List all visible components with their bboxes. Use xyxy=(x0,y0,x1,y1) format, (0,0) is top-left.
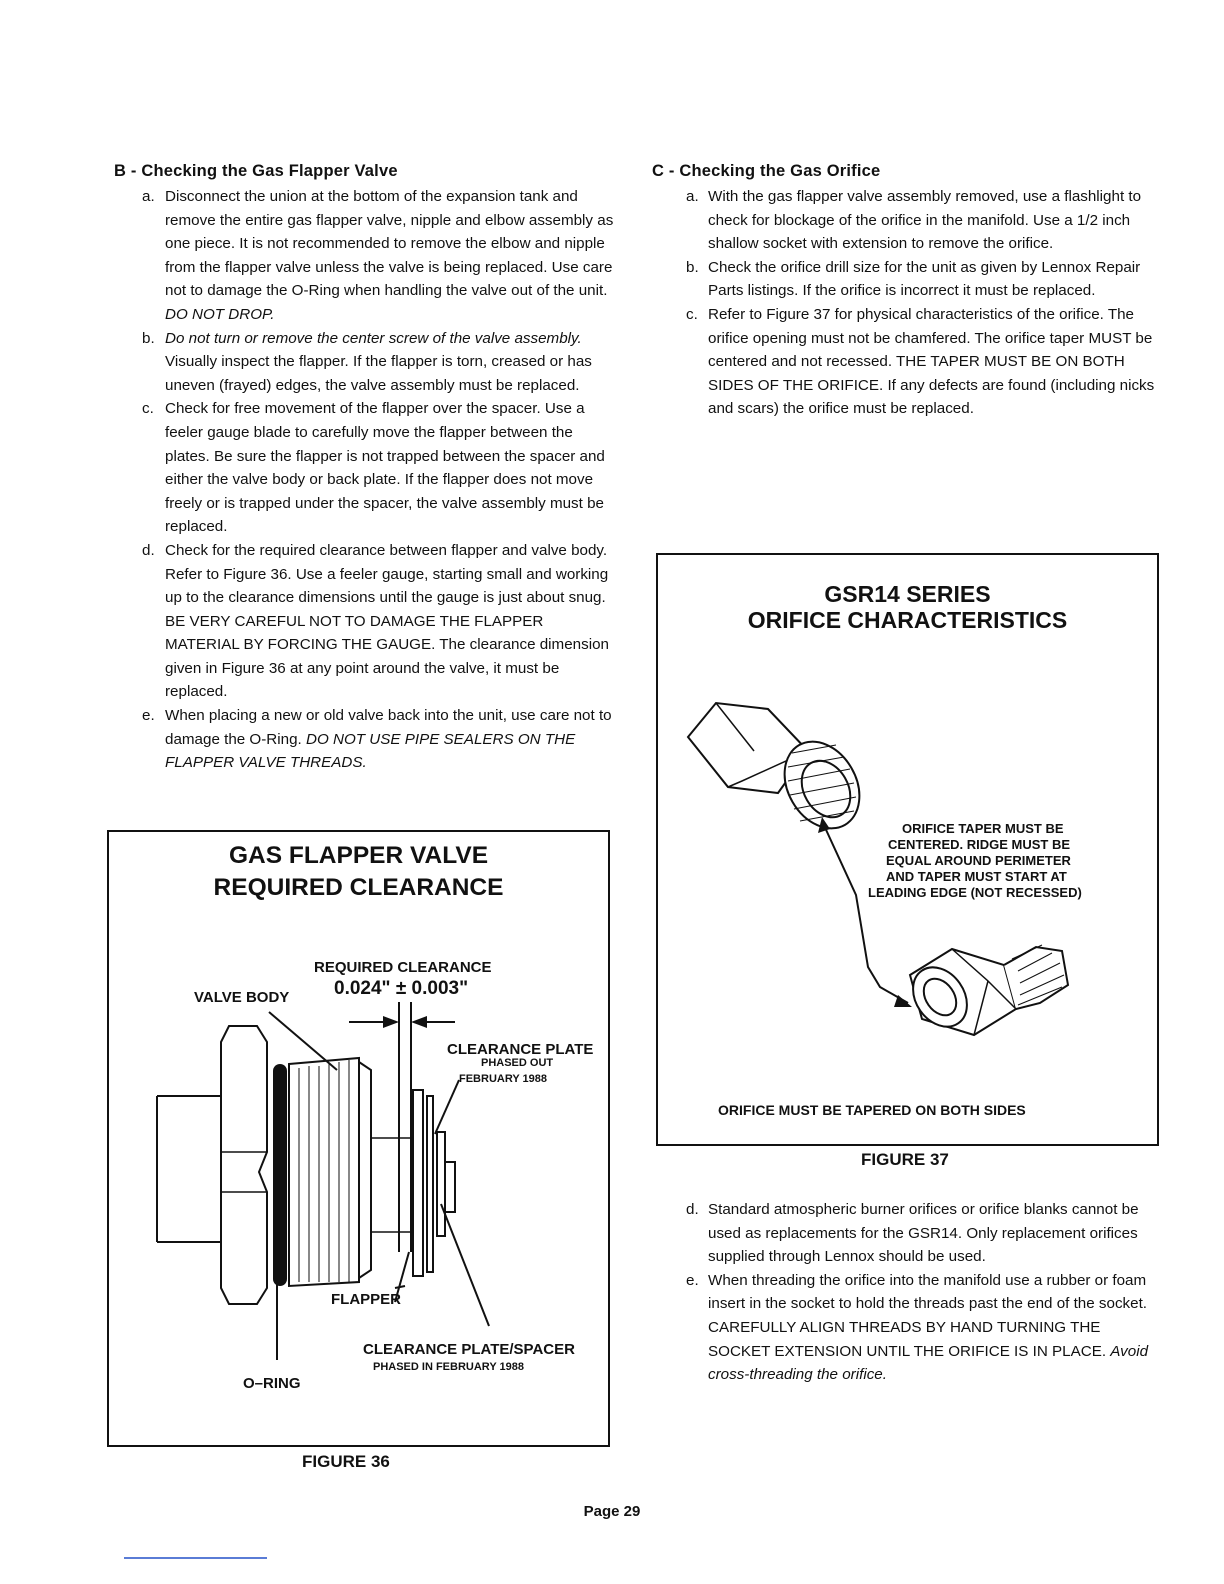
item-emphasis: DO NOT DROP. xyxy=(165,305,275,323)
item-text: Check the orifice drill size for the unit as given by Lennox Repair Parts listings. If the orifice is incorrect it must be replaced. xyxy=(708,258,1141,300)
item-label: b. xyxy=(686,258,699,276)
february-1988-label: FEBRUARY 1988 xyxy=(459,1073,548,1085)
section-c-continued xyxy=(652,1198,1158,1387)
item-text: Visually inspect the flapper. If the flapper is torn, creased or has uneven (frayed) edges, the valve assembly must be replaced. xyxy=(165,353,592,394)
list-item xyxy=(652,185,1158,256)
list-item xyxy=(652,256,1158,303)
item-text: With the gas flapper valve assembly removed, use a flashlight to check for blockage of the orifice in the manifold. Use a 1/2 inch shallow socket with extension to remove the orifice. xyxy=(708,188,1142,253)
item-text: Check for the required clearance between flapper and valve body. Refer to Figure 36. Use a feeler gauge, starting small and working up to the clearance dimensions until the gauge is just about snug. BE VERY CAREFUL NOT TO DAMAGE THE FLAPPER MATERIAL BY FORCING THE GAUGE. The clearance dimension given in Figure 36 at any point around the valve, it must be replaced. xyxy=(165,541,609,701)
list-item xyxy=(114,704,614,775)
item-label: e. xyxy=(686,1271,699,1289)
list-item xyxy=(652,303,1158,421)
list-item xyxy=(652,1269,1158,1387)
bottom-note: ORIFICE MUST BE TAPERED ON BOTH SIDES xyxy=(718,1102,1026,1118)
figure-36-title-line2: REQUIRED CLEARANCE xyxy=(213,874,504,901)
item-text: Disconnect the union at the bottom of the expansion tank and remove the entire gas flapper valve, nipple and elbow assembly as one piece. It is not recommended to remove the elbow and nipple from the flapper valve unless the valve is being replaced. Use care not to damage the O-Ring when handling the valve out of the unit. xyxy=(165,188,614,300)
note-line-3: EQUAL AROUND PERIMETER xyxy=(886,853,1071,868)
orifice-diagram xyxy=(658,555,1157,1144)
valve-diagram xyxy=(109,832,608,1445)
section-c xyxy=(652,162,1158,421)
item-label: a. xyxy=(686,188,699,205)
item-text: When placing a new or old valve back into the unit, use care not to damage the O-Ring. xyxy=(165,707,612,748)
footer-rule xyxy=(124,1557,267,1559)
phased-in-label: PHASED IN FEBRUARY 1988 xyxy=(373,1361,524,1373)
section-b-title: B - Checking the Gas Flapper Valve xyxy=(114,162,398,180)
list-item xyxy=(114,539,614,704)
item-text: Check for free movement of the flapper over the spacer. Use a feeler gauge blade to carefully move the flapper between the plates. Be sure the flapper is not trapped between the spacer and either the valve body or back plate. If the flapper does not move freely or is trapped under the spacer, the valve assembly must be replaced. xyxy=(165,400,605,536)
list-item xyxy=(114,185,614,327)
required-clearance-label: REQUIRED CLEARANCE xyxy=(314,959,492,976)
item-label: c. xyxy=(686,305,698,323)
clearance-plate-label: CLEARANCE PLATE xyxy=(447,1041,594,1058)
item-label: c. xyxy=(142,400,154,418)
item-label: e. xyxy=(142,707,155,725)
o-ring-label: O–RING xyxy=(243,1375,301,1392)
section-b xyxy=(114,162,614,775)
list-item xyxy=(114,327,614,398)
list-item xyxy=(114,397,614,539)
item-label: d. xyxy=(142,541,155,559)
valve-body-label: VALVE BODY xyxy=(194,989,290,1006)
figure-37-caption: FIGURE 37 xyxy=(861,1150,949,1169)
note-line-4: AND TAPER MUST START AT xyxy=(886,869,1067,884)
item-text: Refer to Figure 37 for physical characteristics of the orifice. The orifice opening must not be chamfered. The orifice taper MUST be centered and not recessed. THE TAPER MUST BE ON BOTH SIDES OF THE ORIFICE. If any defects are found (including nicks and scars) the orifice must be replaced. xyxy=(708,305,1155,418)
item-label: b. xyxy=(142,329,155,347)
figure-36-title-line1: GAS FLAPPER VALVE xyxy=(228,842,489,869)
note-line-5: LEADING EDGE (NOT RECESSED) xyxy=(868,885,1082,900)
figure-37-title-line1: GSR14 SERIES xyxy=(824,581,991,607)
figure-36-box xyxy=(107,830,610,1447)
item-text: Standard atmospheric burner orifices or orifice blanks cannot be used as replacements for the GSR14. Only replacement orifices supplied through Lennox should be used. xyxy=(708,1201,1139,1266)
note-line-2: CENTERED. RIDGE MUST BE xyxy=(888,837,1071,852)
item-emphasis: Do not turn or remove the center screw of the valve assembly. xyxy=(165,329,582,347)
clearance-plate-spacer-label: CLEARANCE PLATE/SPACER xyxy=(363,1341,575,1358)
item-label: a. xyxy=(142,188,155,205)
figure-37-box xyxy=(656,553,1159,1146)
item-emphasis: Avoid cross-threading the orifice. xyxy=(708,1342,1149,1384)
item-label: d. xyxy=(686,1201,699,1218)
figure-37-title-line2: ORIFICE CHARACTERISTICS xyxy=(747,607,1068,633)
page-number: Page 29 xyxy=(583,1503,641,1520)
list-item xyxy=(652,1198,1158,1269)
figure-36-caption: FIGURE 36 xyxy=(302,1452,390,1471)
section-c-title: C - Checking the Gas Orifice xyxy=(652,162,881,180)
phased-out-label: PHASED OUT xyxy=(481,1057,554,1069)
clearance-value-label: 0.024" ± 0.003" xyxy=(334,978,469,999)
item-text: When threading the orifice into the manifold use a rubber or foam insert in the socket to hold the threads past the end of the socket. CAREFULLY ALIGN THREADS BY HAND TURNING THE SOCKET EXTENSION UNTIL THE ORIFICE IS IN PLACE. xyxy=(708,1271,1148,1360)
flapper-label: FLAPPER xyxy=(331,1291,402,1308)
note-line-1: ORIFICE TAPER MUST BE xyxy=(902,821,1064,836)
item-emphasis: DO NOT USE PIPE SEALERS ON THE FLAPPER VALVE THREADS. xyxy=(165,730,576,772)
